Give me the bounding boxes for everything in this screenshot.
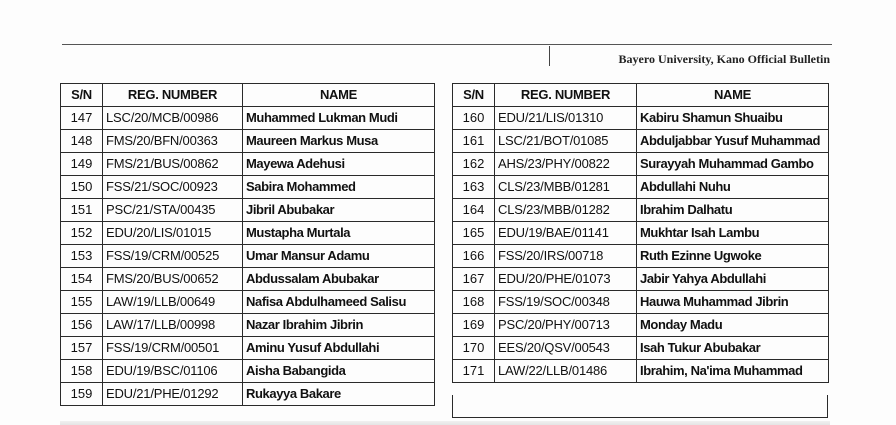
serial-number-cell: 171	[453, 360, 495, 383]
serial-number-cell: 158	[61, 360, 103, 383]
header-tick-mark	[549, 46, 550, 66]
serial-number-cell: 170	[453, 337, 495, 360]
reg-number-cell: FSS/19/CRM/00501	[103, 337, 243, 360]
student-name-cell: Abdullahi Nuhu	[637, 176, 829, 199]
student-name-cell: Hauwa Muhammad Jibrin	[637, 291, 829, 314]
table-row	[61, 176, 435, 199]
reg-number-cell: FSS/19/CRM/00525	[103, 245, 243, 268]
reg-number-cell: FSS/19/SOC/00348	[495, 291, 637, 314]
student-name-cell: Ruth Ezinne Ugwoke	[637, 245, 829, 268]
student-name-cell: Jibril Abubakar	[243, 199, 435, 222]
reg-number-cell: EDU/21/PHE/01292	[103, 383, 243, 406]
reg-number-cell: EDU/19/BSC/01106	[103, 360, 243, 383]
serial-number-cell: 164	[453, 199, 495, 222]
table-row	[61, 360, 435, 383]
reg-number-cell: LSC/20/MCB/00986	[103, 107, 243, 130]
table-row	[61, 245, 435, 268]
serial-number-cell: 153	[61, 245, 103, 268]
student-name-cell: Nazar Ibrahim Jibrin	[243, 314, 435, 337]
reg-number-cell: FMS/20/BFN/00363	[103, 130, 243, 153]
student-name-cell: Mayewa Adehusi	[243, 153, 435, 176]
serial-number-cell: 151	[61, 199, 103, 222]
reg-number-cell: PSC/21/STA/00435	[103, 199, 243, 222]
reg-number-cell: LSC/21/BOT/01085	[495, 130, 637, 153]
table-row	[453, 107, 829, 130]
student-name-cell: Monday Madu	[637, 314, 829, 337]
serial-number-cell: 165	[453, 222, 495, 245]
serial-number-cell: 154	[61, 268, 103, 291]
reg-number-cell: FSS/21/SOC/00923	[103, 176, 243, 199]
reg-number-cell: LAW/22/LLB/01486	[495, 360, 637, 383]
reg-number-cell: PSC/20/PHY/00713	[495, 314, 637, 337]
table-row	[453, 268, 829, 291]
table-row	[61, 199, 435, 222]
student-name-cell: Mukhtar Isah Lambu	[637, 222, 829, 245]
table-row	[61, 222, 435, 245]
reg-number-cell: FMS/21/BUS/00862	[103, 153, 243, 176]
serial-number-cell: 147	[61, 107, 103, 130]
student-name-cell: Nafisa Abdulhameed Salisu	[243, 291, 435, 314]
reg-number-cell: EDU/19/BAE/01141	[495, 222, 637, 245]
table-row	[61, 291, 435, 314]
table-row	[453, 337, 829, 360]
serial-number-cell: 148	[61, 130, 103, 153]
table-row	[61, 107, 435, 130]
serial-number-cell: 160	[453, 107, 495, 130]
student-name-cell: Mustapha Murtala	[243, 222, 435, 245]
table-header-row	[453, 84, 829, 107]
serial-number-cell: 150	[61, 176, 103, 199]
reg-number-cell: LAW/19/LLB/00649	[103, 291, 243, 314]
table-row	[61, 383, 435, 406]
table-row	[453, 360, 829, 383]
student-name-cell: Surayyah Muhammad Gambo	[637, 153, 829, 176]
student-name-cell: Sabira Mohammed	[243, 176, 435, 199]
table-row	[453, 222, 829, 245]
reg-number-cell: FMS/20/BUS/00652	[103, 268, 243, 291]
serial-number-cell: 157	[61, 337, 103, 360]
reg-number-cell: EDU/21/LIS/01310	[495, 107, 637, 130]
reg-number-cell: CLS/23/MBB/01282	[495, 199, 637, 222]
student-name-cell: Abdussalam Abubakar	[243, 268, 435, 291]
serial-number-cell: 161	[453, 130, 495, 153]
student-name-cell: Kabiru Shamun Shuaibu	[637, 107, 829, 130]
reg-number-cell: EDU/20/PHE/01073	[495, 268, 637, 291]
student-name-cell: Umar Mansur Adamu	[243, 245, 435, 268]
column-header-name: NAME	[243, 84, 435, 107]
serial-number-cell: 166	[453, 245, 495, 268]
reg-number-cell: FSS/20/IRS/00718	[495, 245, 637, 268]
empty-table-cell-box	[452, 395, 828, 418]
column-header-sn: S/N	[453, 84, 495, 107]
student-name-cell: Ibrahim Dalhatu	[637, 199, 829, 222]
serial-number-cell: 162	[453, 153, 495, 176]
student-name-cell: Muhammed Lukman Mudi	[243, 107, 435, 130]
table-row	[453, 314, 829, 337]
column-header-reg-number: REG. NUMBER	[103, 84, 243, 107]
table-header-row	[61, 84, 435, 107]
student-name-cell: Jabir Yahya Abdullahi	[637, 268, 829, 291]
reg-number-cell: LAW/17/LLB/00998	[103, 314, 243, 337]
table-row	[453, 153, 829, 176]
serial-number-cell: 167	[453, 268, 495, 291]
serial-number-cell: 152	[61, 222, 103, 245]
page-bottom-edge	[60, 421, 830, 425]
serial-number-cell: 149	[61, 153, 103, 176]
column-header-reg-number: REG. NUMBER	[495, 84, 637, 107]
reg-number-cell: CLS/23/MBB/01281	[495, 176, 637, 199]
student-name-cell: Aisha Babangida	[243, 360, 435, 383]
serial-number-cell: 159	[61, 383, 103, 406]
table-row	[453, 130, 829, 153]
header-rule	[62, 44, 832, 45]
table-row	[61, 153, 435, 176]
student-name-cell: Ibrahim, Na'ima Muhammad	[637, 360, 829, 383]
reg-number-cell: EES/20/QSV/00543	[495, 337, 637, 360]
bulletin-title: Bayero University, Kano Official Bulletin	[618, 52, 830, 66]
serial-number-cell: 155	[61, 291, 103, 314]
serial-number-cell: 163	[453, 176, 495, 199]
student-name-cell: Isah Tukur Abubakar	[637, 337, 829, 360]
table-row	[453, 291, 829, 314]
serial-number-cell: 156	[61, 314, 103, 337]
reg-number-cell: EDU/20/LIS/01015	[103, 222, 243, 245]
column-header-sn: S/N	[61, 84, 103, 107]
student-name-cell: Aminu Yusuf Abdullahi	[243, 337, 435, 360]
table-row	[453, 245, 829, 268]
registration-table-right	[452, 83, 829, 383]
serial-number-cell: 168	[453, 291, 495, 314]
reg-number-cell: AHS/23/PHY/00822	[495, 153, 637, 176]
table-row	[453, 199, 829, 222]
table-row	[61, 337, 435, 360]
table-row	[61, 314, 435, 337]
table-row	[61, 268, 435, 291]
registration-table-left	[60, 83, 435, 406]
column-header-name: NAME	[637, 84, 829, 107]
student-name-cell: Rukayya Bakare	[243, 383, 435, 406]
table-row	[453, 176, 829, 199]
serial-number-cell: 169	[453, 314, 495, 337]
student-name-cell: Maureen Markus Musa	[243, 130, 435, 153]
student-name-cell: Abduljabbar Yusuf Muhammad	[637, 130, 829, 153]
table-row	[61, 130, 435, 153]
